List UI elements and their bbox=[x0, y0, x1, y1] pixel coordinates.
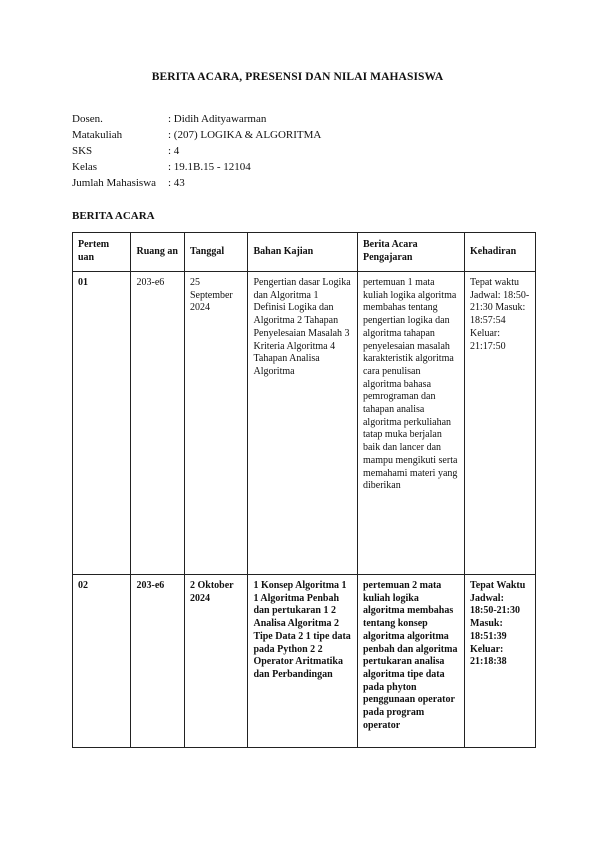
course-info bbox=[72, 111, 321, 191]
cell-bahan-kajian: Pengertian dasar Logika dan Algoritma 1 Definisi Logika dan Algoritma 2 Tahapan Penyelesaian Masalah 3 Kriteria Algoritma 4 Tahapan Analisa Algoritma bbox=[248, 272, 358, 575]
info-label: SKS bbox=[72, 145, 93, 157]
cell-tanggal: 25 September 2024 bbox=[185, 272, 248, 575]
header-label: Kehadiran bbox=[470, 245, 517, 257]
info-value: : 19.1B.15 - 12104 bbox=[168, 161, 251, 173]
info-value: : 43 bbox=[168, 177, 185, 189]
cell-berita-acara: pertemuan 2 mata kuliah logika algoritma membahas tentang konsep algoritma algoritma penbah dan algoritma pertukaran analisa algoritma tipe data pada phyton penggunaan operator pada program operator bbox=[357, 575, 464, 748]
info-row-sks bbox=[72, 143, 321, 159]
cell-ruang: 203-e6 bbox=[131, 272, 185, 575]
cell-ruang: 203-e6 bbox=[131, 575, 185, 748]
header-tanggal bbox=[185, 233, 248, 272]
info-label: Dosen. bbox=[72, 113, 103, 125]
header-berita-acara bbox=[357, 233, 464, 272]
header-label: Pertem uan bbox=[78, 239, 110, 263]
cell-pertemuan: 02 bbox=[73, 575, 131, 748]
header-label: Ruang an bbox=[136, 245, 178, 257]
cell-bahan-kajian: 1 Konsep Algoritma 1 1 Algoritma Penbah dan pertukaran 1 2 Analisa Algoritma 2 Tipe Data 2 1 tipe data pada Python 2 2 Operator Aritmatika dan Perbandingan bbox=[248, 575, 358, 748]
cell-berita-acara: pertemuan 1 mata kuliah logika algoritma membahas tentang pengertian logika dan algoritma tahapan penyelesaian masalah karakteristik algoritma cara penulisan algoritma bahasa pemrograman dan tahapan analisa algoritma perkuliahan tatap muka berjalan baik dan lancer dan mampu mengikuti serta memahami materi yang diberikan bbox=[357, 272, 464, 575]
info-row-dosen bbox=[72, 111, 321, 127]
info-label: Matakuliah bbox=[72, 129, 123, 141]
header-pertemuan bbox=[73, 233, 131, 272]
info-row-kelas bbox=[72, 159, 321, 175]
info-value: : 4 bbox=[168, 145, 180, 157]
header-label: Berita Acara Pengajaran bbox=[362, 239, 418, 263]
cell-pertemuan: 01 bbox=[73, 272, 131, 575]
header-ruang bbox=[131, 233, 185, 272]
header-label: Bahan Kajian bbox=[253, 245, 314, 257]
table-row bbox=[73, 272, 536, 575]
info-row-matakuliah bbox=[72, 127, 321, 143]
table-header-row bbox=[73, 233, 536, 272]
cell-tanggal: 2 Oktober 2024 bbox=[185, 575, 248, 748]
cell-kehadiran: Tepat Waktu Jadwal: 18:50-21:30 Masuk: 18:51:39 Keluar: 21:18:38 bbox=[465, 575, 536, 748]
info-label: Kelas bbox=[72, 161, 98, 173]
header-kehadiran bbox=[465, 233, 536, 272]
info-row-jumlah-mahasiswa bbox=[72, 175, 321, 191]
document-title: BERITA ACARA, PRESENSI DAN NILAI MAHASISWA bbox=[151, 71, 444, 83]
section-heading: BERITA ACARA bbox=[72, 210, 155, 222]
header-label: Tanggal bbox=[190, 245, 225, 257]
info-value: : Didih Adityawarman bbox=[168, 113, 267, 125]
header-bahan-kajian bbox=[248, 233, 358, 272]
info-value: : (207) LOGIKA & ALGORITMA bbox=[168, 129, 322, 141]
berita-acara-table bbox=[72, 232, 536, 748]
cell-kehadiran: Tepat waktu Jadwal: 18:50-21:30 Masuk: 18:57:54 Keluar: 21:17:50 bbox=[465, 272, 536, 575]
table-row bbox=[73, 575, 536, 748]
info-label: Jumlah Mahasiswa bbox=[72, 177, 157, 189]
